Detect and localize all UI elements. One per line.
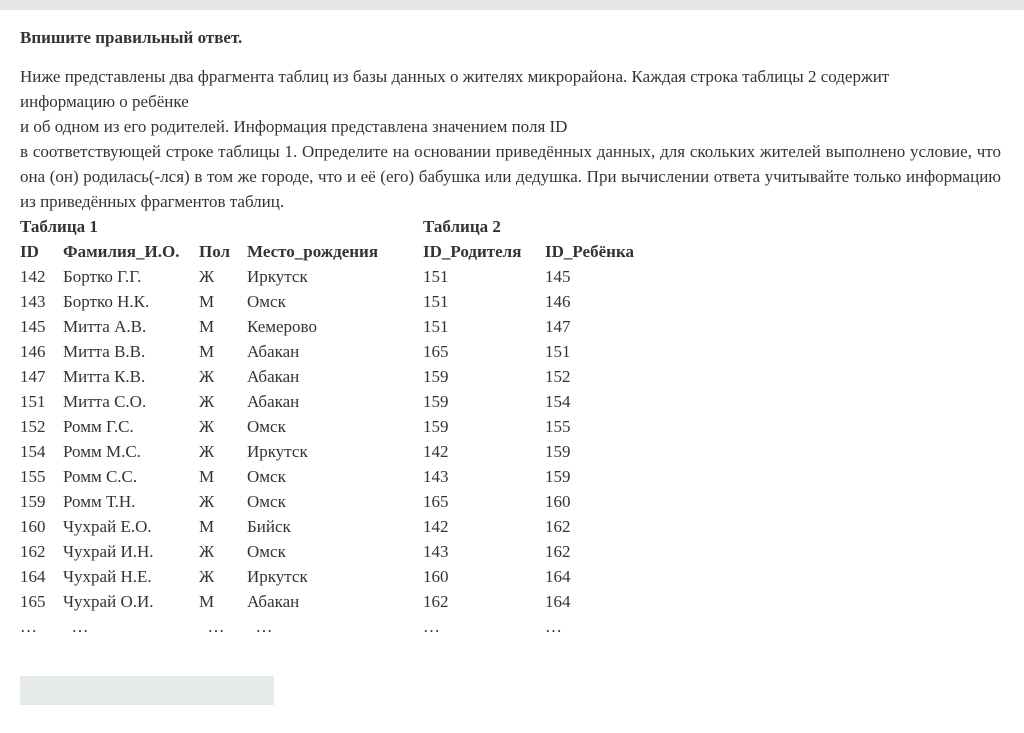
table2-cell: 159 bbox=[423, 367, 449, 386]
table1-cell: Ж bbox=[199, 417, 215, 436]
table1-cell: М bbox=[199, 342, 215, 361]
table1-header-name: Фамилия_И.О. bbox=[63, 242, 180, 261]
table1-cell: … bbox=[199, 617, 225, 636]
table2-cell: 151 bbox=[545, 342, 571, 361]
table1-cell: Омск bbox=[247, 292, 286, 311]
top-bar bbox=[0, 0, 1024, 10]
table2-cell: 165 bbox=[423, 342, 449, 361]
table2-cell: 162 bbox=[423, 592, 449, 611]
table1-cell: Бийск bbox=[247, 517, 291, 536]
table1-cell: 160 bbox=[20, 517, 46, 536]
table1-cell: … bbox=[63, 617, 89, 636]
table2-cell: 154 bbox=[545, 392, 571, 411]
table1-header-gender: Пол bbox=[199, 242, 231, 261]
tables-area bbox=[20, 214, 1001, 644]
table1-cell: Омск bbox=[247, 492, 286, 511]
table2-cell: 151 bbox=[423, 292, 449, 311]
question-content bbox=[20, 28, 1001, 644]
table2-cell: 159 bbox=[545, 442, 571, 461]
table1-cell: Ж bbox=[199, 392, 215, 411]
table2-cell: 164 bbox=[545, 592, 571, 611]
table1-cell: Митта С.О. bbox=[63, 392, 147, 411]
answer-input[interactable] bbox=[20, 676, 274, 705]
table1-cell: Чухрай И.Н. bbox=[63, 542, 154, 561]
table1-cell: Митта А.В. bbox=[63, 317, 147, 336]
table1-cell: Ж bbox=[199, 542, 215, 561]
table1-cell: Чухрай Н.Е. bbox=[63, 567, 152, 586]
table1-col-gender bbox=[199, 214, 230, 639]
table2-header-parent: ID_Родителя bbox=[423, 242, 522, 261]
table1-cell: М bbox=[199, 292, 215, 311]
table1-cell: М bbox=[199, 592, 215, 611]
table1-cell: 152 bbox=[20, 417, 46, 436]
table1-cell: Омск bbox=[247, 417, 286, 436]
table1-cell: Ж bbox=[199, 367, 215, 386]
table1-cell: Ромм Г.С. bbox=[63, 417, 134, 436]
table1-cell: Чухрай Е.О. bbox=[63, 517, 152, 536]
task-line-4: в соответствующей строке таблицы 1. Определите на основании приведённых данных, для скольких жителей выполнено условие, что она (он) родилась(-лся) в том же городе, что и её (его) бабушка или дедушка. При вычислении ответа учитывайте только информацию из приведённых фрагментов таблиц. bbox=[20, 142, 1001, 211]
table2-cell: 146 bbox=[545, 292, 571, 311]
task-line-2: информацию о ребёнке bbox=[20, 92, 189, 111]
table1-cell: 151 bbox=[20, 392, 46, 411]
table1-cell: Иркутск bbox=[247, 567, 308, 586]
table2-cell: 143 bbox=[423, 467, 449, 486]
table2-cell: 151 bbox=[423, 267, 449, 286]
table1-cell: 159 bbox=[20, 492, 46, 511]
table1-cell: 142 bbox=[20, 267, 46, 286]
table1-caption: Таблица 1 bbox=[20, 217, 98, 236]
table2-cell: 142 bbox=[423, 517, 449, 536]
task-line-3: и об одном из его родителей. Информация представлена значением поля ID bbox=[20, 117, 568, 136]
table1-cell: Ромм Т.Н. bbox=[63, 492, 136, 511]
table2-cell: 159 bbox=[423, 417, 449, 436]
table1-cell: 145 bbox=[20, 317, 46, 336]
table1-cell: … bbox=[20, 617, 37, 636]
table2-cell: 159 bbox=[545, 467, 571, 486]
table1-cell: М bbox=[199, 517, 215, 536]
table1-cell: Митта К.В. bbox=[63, 367, 146, 386]
table2-caption: Таблица 2 bbox=[423, 217, 501, 236]
table1-cell: М bbox=[199, 317, 215, 336]
table2-cell: 145 bbox=[545, 267, 571, 286]
table1-cell: Кемерово bbox=[247, 317, 317, 336]
table1-cell: Омск bbox=[247, 542, 286, 561]
table1-cell: Ромм М.С. bbox=[63, 442, 141, 461]
table1-cell: 155 bbox=[20, 467, 46, 486]
table1-cell: Ж bbox=[199, 442, 215, 461]
table1-cell: Абакан bbox=[247, 367, 300, 386]
table2-col-parent bbox=[423, 214, 521, 639]
table1-header-birthplace: Место_рождения bbox=[247, 242, 379, 261]
task-line-1: Ниже представлены два фрагмента таблиц из базы данных о жителях микрорайона. Каждая строка таблицы 2 содержит bbox=[20, 67, 890, 86]
table1-cell: М bbox=[199, 467, 215, 486]
table2-cell: 151 bbox=[423, 317, 449, 336]
table1-col-birthplace bbox=[247, 214, 378, 639]
table1-cell: 143 bbox=[20, 292, 46, 311]
table2-cell: 147 bbox=[545, 317, 571, 336]
table2-cell: 155 bbox=[545, 417, 571, 436]
table1-cell: Митта В.В. bbox=[63, 342, 146, 361]
table1-cell: 147 bbox=[20, 367, 46, 386]
table1-col-name bbox=[63, 214, 179, 639]
table2-cell: … bbox=[545, 617, 562, 636]
table2-cell: 143 bbox=[423, 542, 449, 561]
table1-cell: Абакан bbox=[247, 342, 300, 361]
table1-cell: Ж bbox=[199, 567, 215, 586]
table1-cell: Абакан bbox=[247, 592, 300, 611]
table2-cell: 152 bbox=[545, 367, 571, 386]
table1-cell: Чухрай О.И. bbox=[63, 592, 154, 611]
table1-cell: Иркутск bbox=[247, 442, 308, 461]
table1-cell: 154 bbox=[20, 442, 46, 461]
table1-cell: 146 bbox=[20, 342, 46, 361]
table1-cell: 165 bbox=[20, 592, 46, 611]
table2-cell: 160 bbox=[545, 492, 571, 511]
task-text bbox=[20, 64, 1001, 214]
table2-cell: 162 bbox=[545, 517, 571, 536]
table1-header-id: ID bbox=[20, 242, 39, 261]
table1-cell: … bbox=[247, 617, 273, 636]
table2-cell: 142 bbox=[423, 442, 449, 461]
table1-cell: Бортко Г.Г. bbox=[63, 267, 142, 286]
table1-cell: Ромм С.С. bbox=[63, 467, 138, 486]
table1-cell: Бортко Н.К. bbox=[63, 292, 150, 311]
table2-cell: 164 bbox=[545, 567, 571, 586]
table1-cell: Омск bbox=[247, 467, 286, 486]
table1-cell: 162 bbox=[20, 542, 46, 561]
table2-cell: 160 bbox=[423, 567, 449, 586]
table1-cell: 164 bbox=[20, 567, 46, 586]
table2-cell: 162 bbox=[545, 542, 571, 561]
table2-cell: … bbox=[423, 617, 440, 636]
table2-header-child: ID_Ребёнка bbox=[545, 242, 634, 261]
table1-cell: Абакан bbox=[247, 392, 300, 411]
table1-cell: Ж bbox=[199, 267, 215, 286]
table1-cell: Иркутск bbox=[247, 267, 308, 286]
table2-col-child bbox=[545, 214, 634, 639]
table2-cell: 165 bbox=[423, 492, 449, 511]
instruction-text: Впишите правильный ответ. bbox=[20, 28, 243, 47]
table1-cell: Ж bbox=[199, 492, 215, 511]
table2-cell: 159 bbox=[423, 392, 449, 411]
